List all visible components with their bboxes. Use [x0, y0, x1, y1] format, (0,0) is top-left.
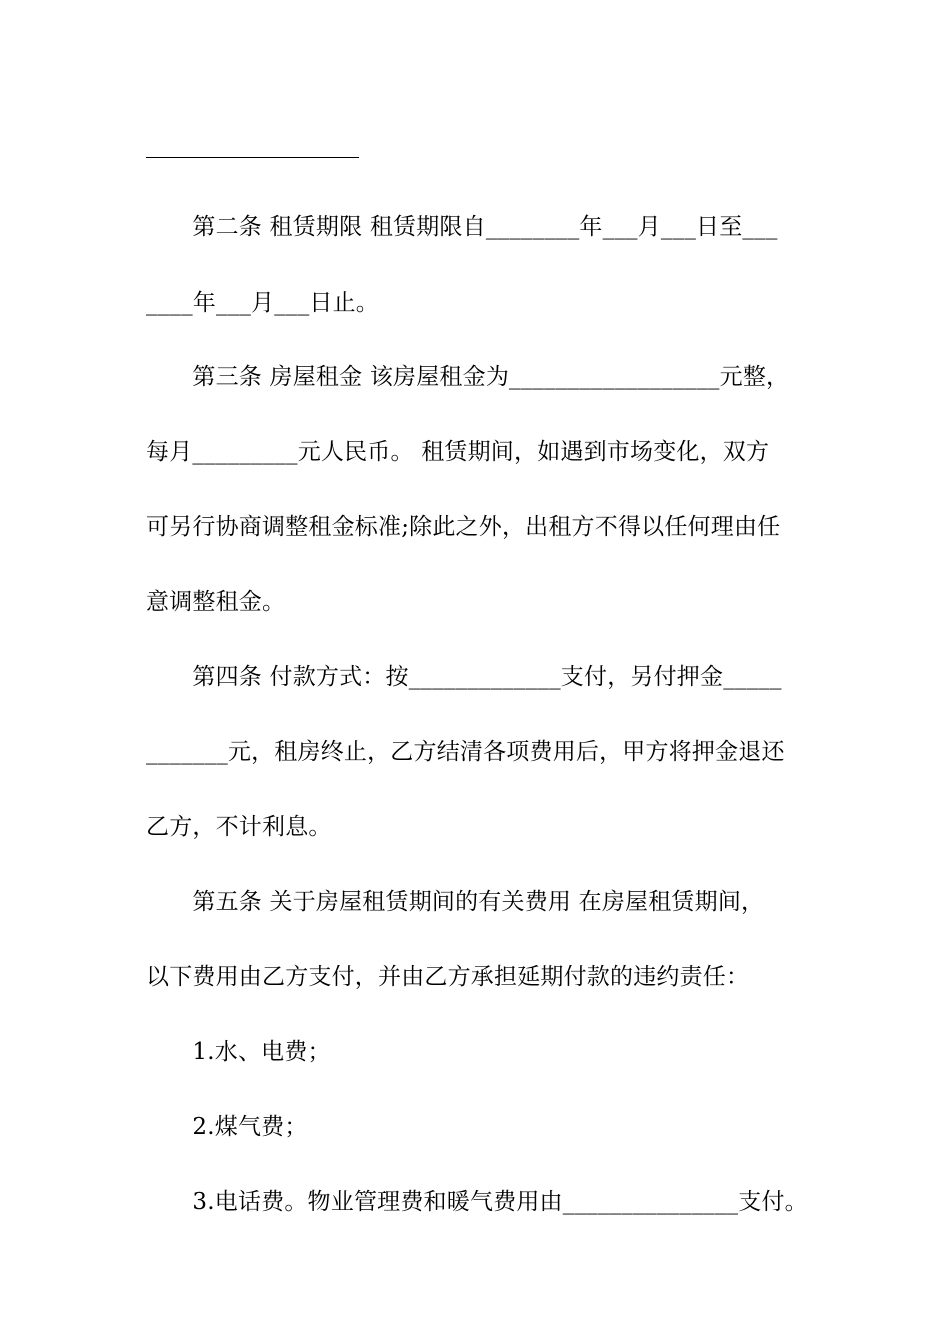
- fee-item-3: 3.电话费。物业管理费和暖气费用由_______________支付。: [146, 1189, 808, 1215]
- article-3-line-1: 第三条 房屋租金 该房屋租金为__________________元整，: [146, 364, 790, 390]
- article-4-line-2: _______元，租房终止，乙方结清各项费用后，甲方将押金退还: [146, 739, 785, 765]
- fee-item-1: 1.水、电费；: [146, 1039, 331, 1065]
- article-2-line-2: ____年___月___日止。: [146, 290, 379, 316]
- article-3-line-4: 意调整租金。: [146, 589, 286, 615]
- article-4-line-3: 乙方，不计利息。: [146, 814, 332, 840]
- article-5-line-2: 以下费用由乙方支付，并由乙方承担延期付款的违约责任：: [146, 964, 750, 990]
- article-3-line-3: 可另行协商调整租金标准;除此之外，出租方不得以任何理由任: [146, 514, 781, 540]
- top-separator-line: [146, 157, 359, 158]
- fee-item-2: 2.煤气费；: [146, 1114, 308, 1140]
- article-2-line-1: 第二条 租赁期限 租赁期限自________年___月___日至___: [146, 214, 778, 240]
- article-5-line-1: 第五条 关于房屋租赁期间的有关费用 在房屋租赁期间，: [146, 889, 765, 915]
- article-3-line-2: 每月_________元人民币。 租赁期间，如遇到市场变化，双方: [146, 439, 770, 465]
- article-4-line-1: 第四条 付款方式：按_____________支付，另付押金_____: [146, 664, 782, 690]
